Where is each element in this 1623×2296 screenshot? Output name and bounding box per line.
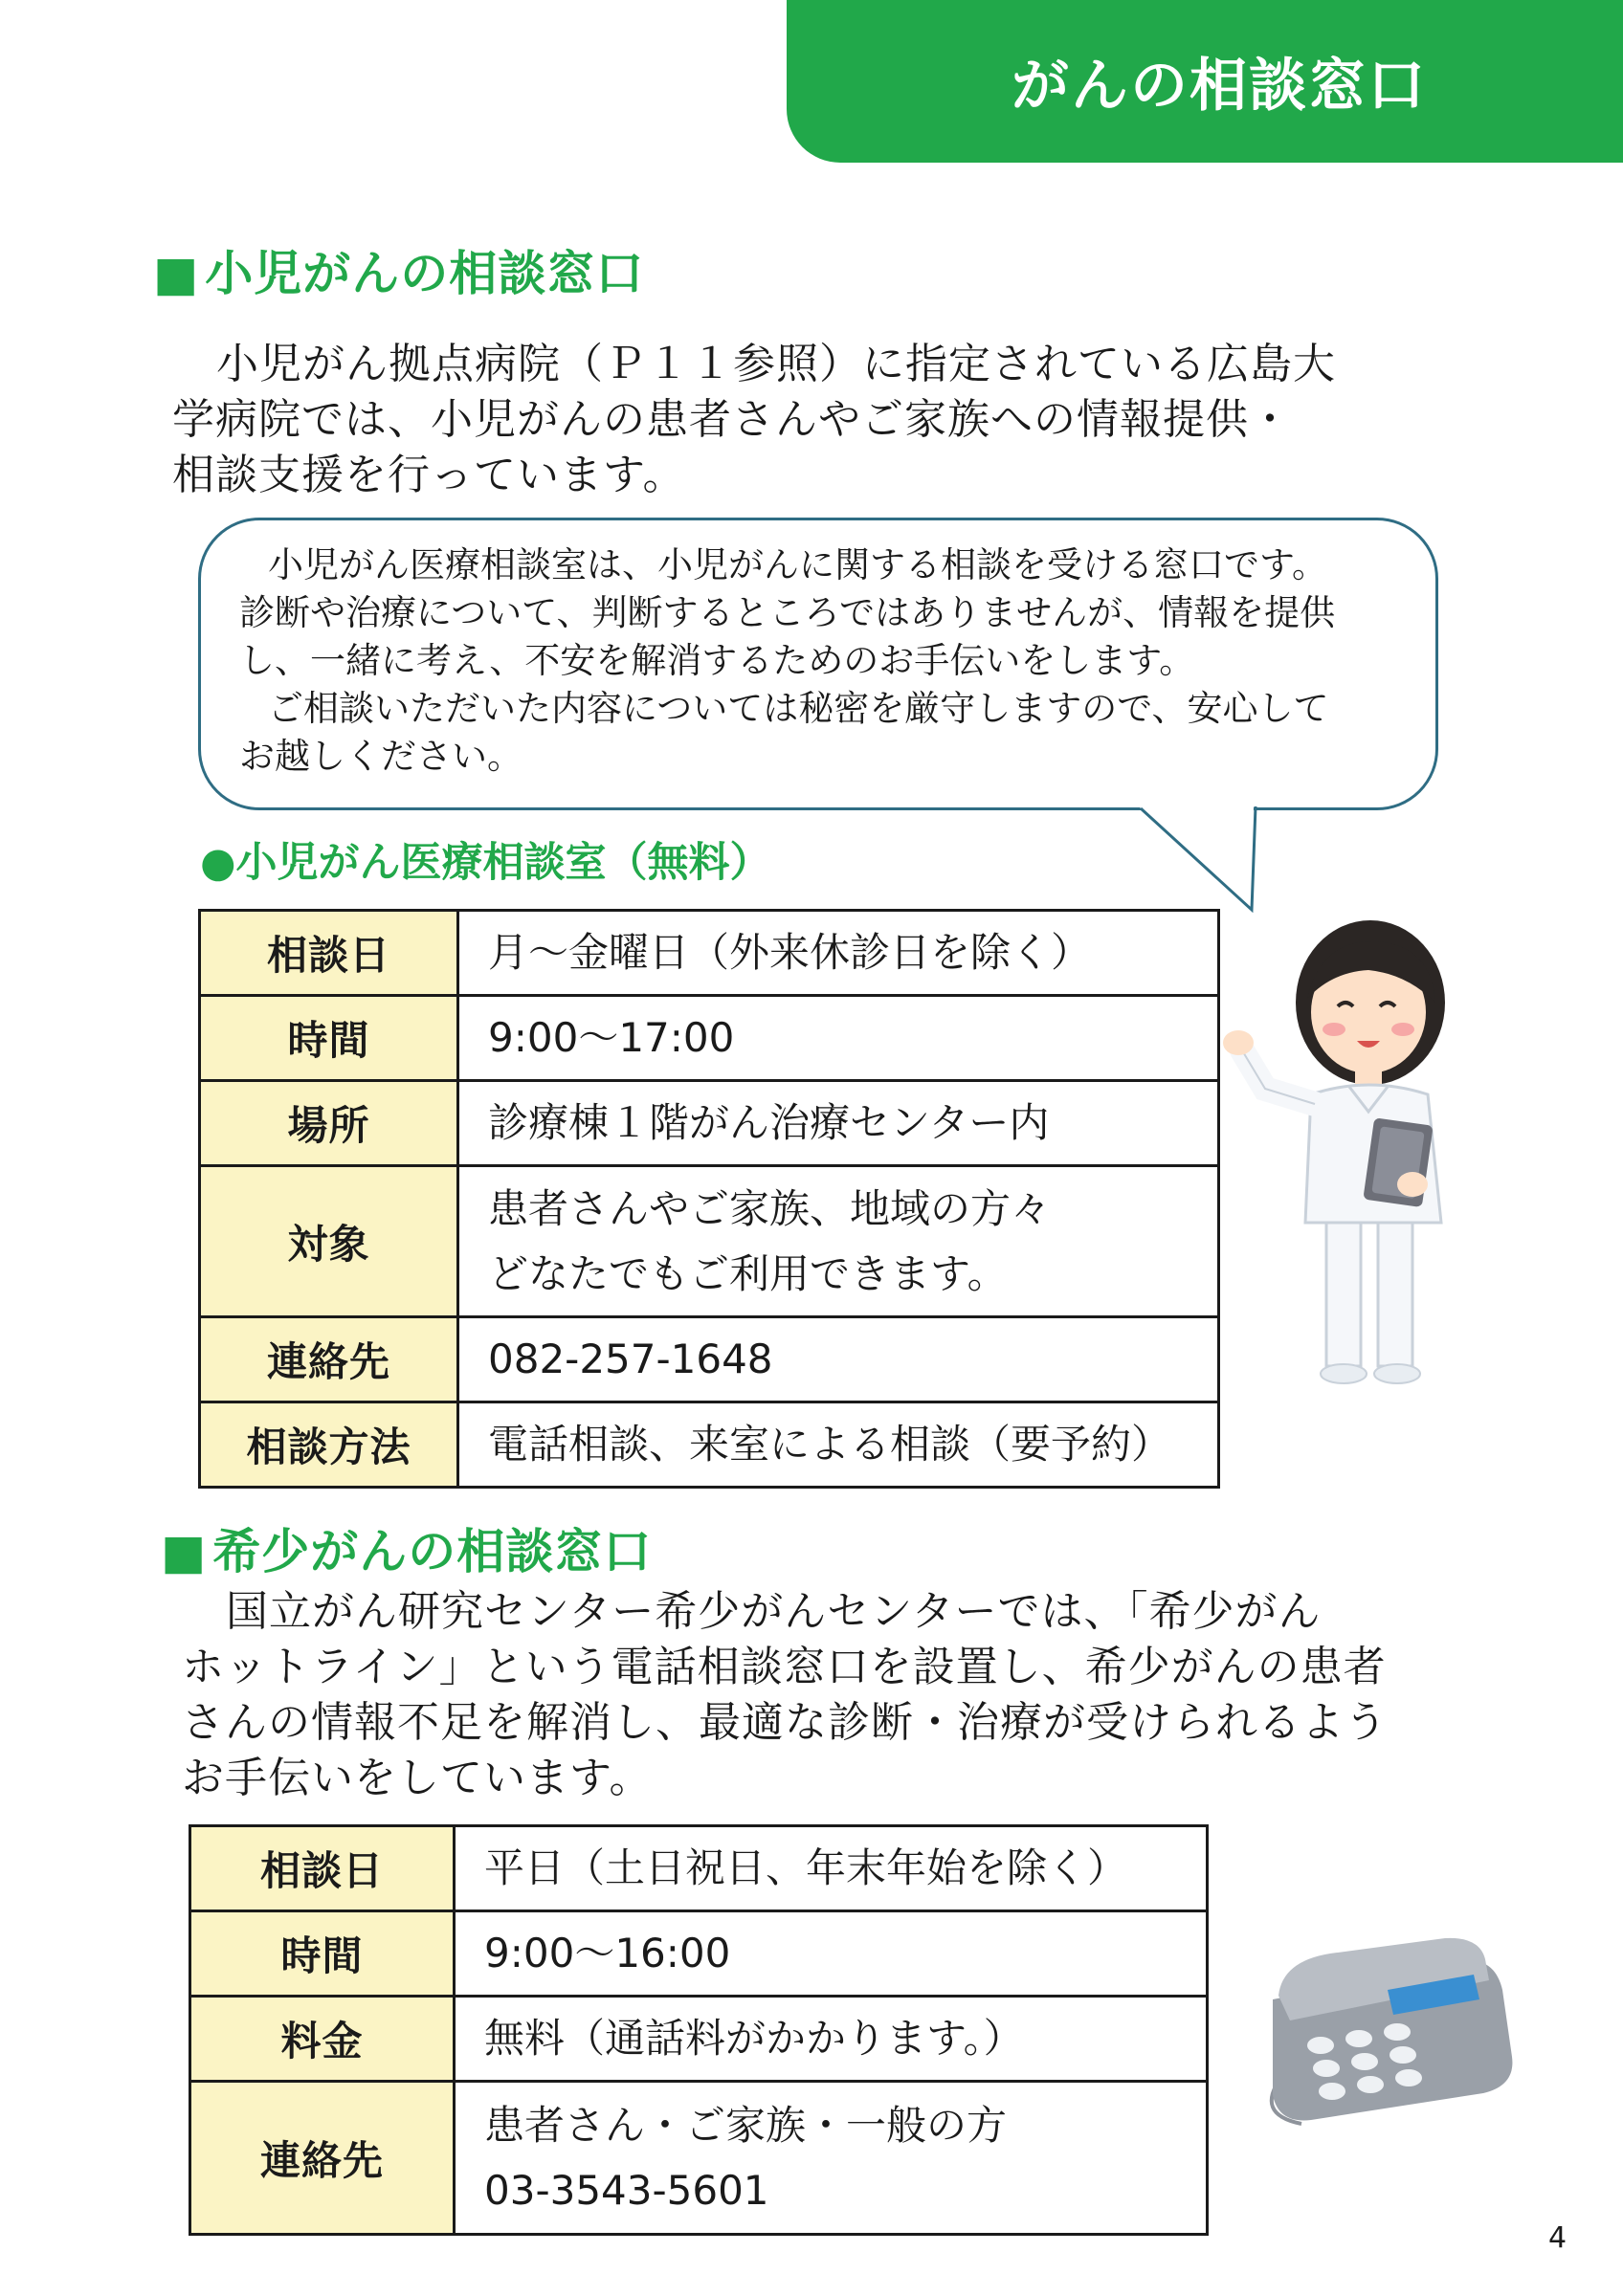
table-value — [458, 911, 1219, 996]
rare-intro-line: お手伝いをしています。 — [182, 1754, 653, 1802]
pediatric-intro-line: 学病院では、小児がんの患者さんやご家族への情報提供・ — [172, 395, 1292, 444]
bubble-line: し、一緒に考え、不安を解消するためのお手伝いをします。 — [239, 640, 1195, 681]
table-label: 連絡先 — [200, 1317, 458, 1402]
page-number: 4 — [1548, 2221, 1567, 2255]
table-value-line: 9:00～16:00 — [484, 1930, 731, 1976]
table-value — [455, 1997, 1208, 2082]
telephone-illustration-icon — [1244, 1932, 1531, 2133]
square-bullet-icon: ■ — [153, 246, 200, 301]
table-value-line: 電話相談、来室による相談（要予約） — [488, 1421, 1172, 1468]
square-bullet-icon: ■ — [161, 1524, 208, 1579]
speech-bubble — [198, 518, 1438, 810]
bubble-line: 小児がん医療相談室は、小児がんに関する相談を受ける窓口です。 — [268, 544, 1328, 585]
table-row — [190, 1997, 1208, 2082]
table-value-line: 082-257-1648 — [488, 1336, 773, 1382]
pediatric-intro-line: 相談支援を行っています。 — [172, 451, 686, 499]
table-row — [190, 1826, 1208, 1911]
table-value-line: 無料（通話料がかかります。） — [484, 2015, 1024, 2062]
table-value-line: 月～金曜日（外来休診日を除く） — [488, 929, 1092, 976]
page-header-title: がんの相談窓口 — [1012, 53, 1427, 120]
table-row — [200, 1081, 1219, 1166]
pediatric-intro — [172, 337, 1464, 503]
table-row — [200, 1166, 1219, 1317]
table-value-line: 9:00～17:00 — [488, 1014, 735, 1061]
table-value — [455, 1826, 1208, 1911]
table-label: 料金 — [190, 1997, 455, 2082]
table-row — [200, 911, 1219, 996]
table-value — [455, 1911, 1208, 1997]
bubble-line: 診断や治療について、判断するところではありませんが、情報を提供 — [239, 592, 1336, 633]
rare-section-title — [161, 1513, 652, 1582]
pediatric-intro-line: 小児がん拠点病院（Ｐ１１参照）に指定されている広島大 — [216, 340, 1336, 388]
table-row — [190, 1911, 1208, 1997]
table-value-line: 診療棟１階がん治療センター内 — [488, 1099, 1050, 1146]
table-label: 時間 — [200, 996, 458, 1081]
table-label: 相談日 — [200, 911, 458, 996]
rare-intro-line: さんの情報不足を解消し、最適な診断・治療が受けられるよう — [182, 1698, 1388, 1747]
bubble-line: お越しください。 — [239, 736, 522, 777]
table-value — [458, 1402, 1219, 1488]
table-value — [455, 2082, 1208, 2235]
table-row — [200, 1317, 1219, 1402]
pediatric-title-text: 小児がんの相談窓口 — [205, 246, 645, 301]
rare-intro — [182, 1584, 1493, 1806]
bubble-line: ご相談いただいた内容については秘密を厳守しますので、安心して — [268, 688, 1329, 729]
table-value-line: 患者さんやご家族、地域の方々 — [488, 1184, 1052, 1232]
pediatric-info-table — [198, 909, 1220, 1489]
table-label: 時間 — [190, 1911, 455, 1997]
table-value — [458, 996, 1219, 1081]
table-value-line: どなたでもご利用できます。 — [488, 1249, 1008, 1297]
table-value — [458, 1081, 1219, 1166]
table-value — [458, 1166, 1219, 1317]
table-label: 対象 — [200, 1166, 458, 1317]
pediatric-office-subhead: ●小児がん医療相談室（無料） — [200, 839, 771, 887]
table-value-line: 患者さん・ご家族・一般の方 — [484, 2101, 1008, 2149]
table-value-line: 03-3543-5601 — [484, 2166, 769, 2214]
table-label: 相談方法 — [200, 1402, 458, 1488]
page-header-tab — [787, 0, 1623, 163]
table-label: 場所 — [200, 1081, 458, 1166]
rare-intro-line: 国立がん研究センター希少がんセンターでは、「希少がん — [226, 1587, 1322, 1636]
table-label: 相談日 — [190, 1826, 455, 1911]
speech-bubble-tail — [1139, 806, 1263, 914]
pediatric-section-title — [153, 235, 644, 304]
table-row — [200, 1402, 1219, 1488]
table-row — [200, 996, 1219, 1081]
rare-intro-line: ホットライン」という電話相談窓口を設置し、希少がんの患者 — [182, 1643, 1387, 1691]
table-row — [190, 2082, 1208, 2235]
rare-info-table — [189, 1824, 1209, 2236]
rare-title-text: 希少がんの相談窓口 — [212, 1524, 653, 1579]
table-label: 連絡先 — [190, 2082, 455, 2235]
table-value — [458, 1317, 1219, 1402]
table-value-line: 平日（土日祝日、年末年始を除く） — [484, 1844, 1128, 1891]
nurse-illustration-icon — [1215, 907, 1502, 1404]
